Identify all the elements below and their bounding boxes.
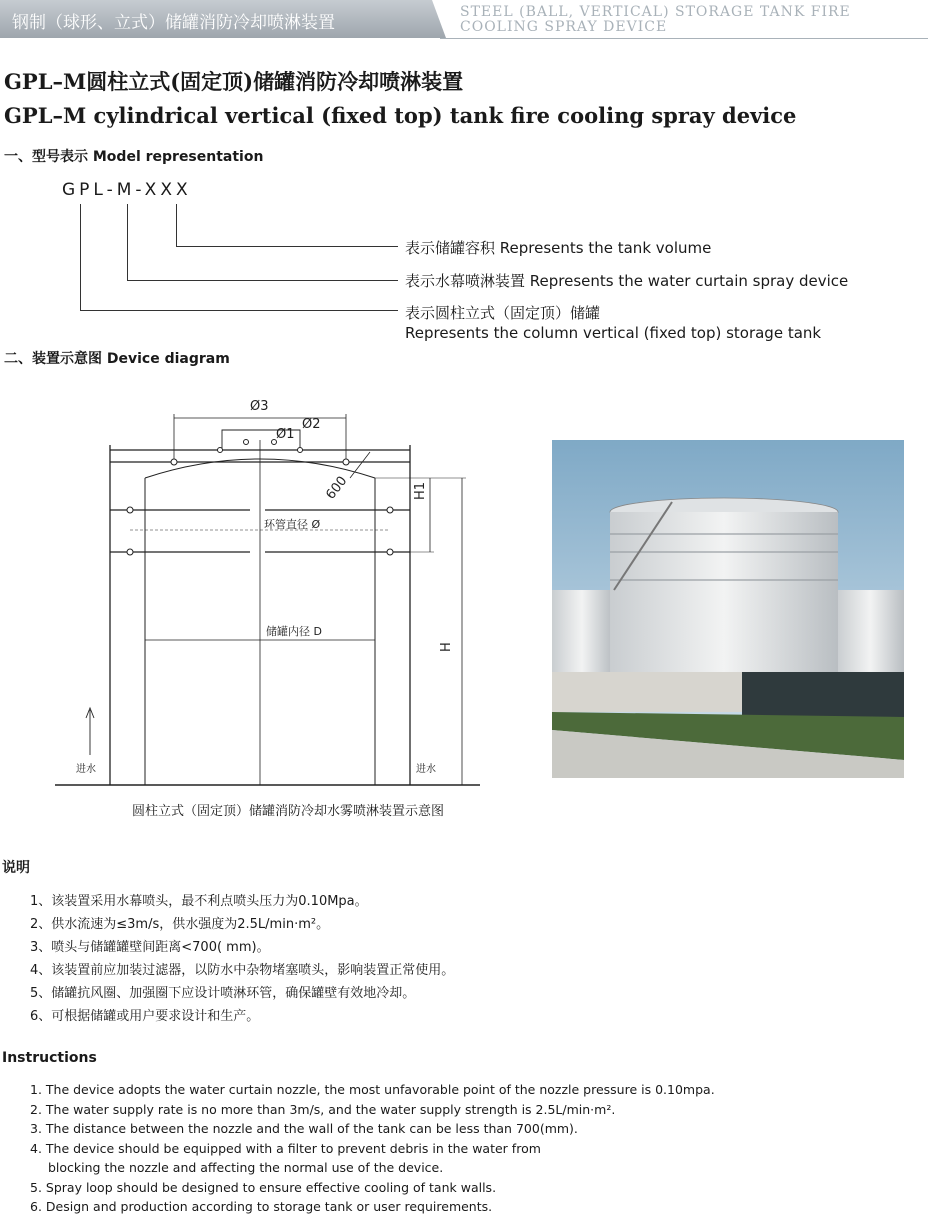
note-item: 2、供水流速为≤3m/s，供水强度为2.5L/min·m²。 — [30, 917, 330, 932]
label-h: H — [439, 642, 454, 652]
instruction-item: 4. The device should be equipped with a filter to prevent debris in the water from — [30, 1141, 541, 1156]
note-item: 5、储罐抗风圈、加强圈下应设计喷淋环管，确保罐壁有效地冷却。 — [30, 986, 416, 1001]
instruction-item: 2. The water supply rate is no more than 3m/s, and the water supply strength is 2.5L/min·m². — [30, 1102, 616, 1117]
label-inlet-right: 进水 — [416, 764, 436, 775]
instruction-item: 3. The distance between the nozzle and the wall of the tank can be less than 700(mm). — [30, 1121, 578, 1136]
header-divider — [440, 38, 928, 39]
right-tank — [837, 590, 904, 680]
diagram-caption: 圆柱立式（固定顶）储罐消防冷却水雾喷淋装置示意图 — [132, 804, 445, 819]
bracket-h-tank — [80, 310, 398, 311]
bracket-v-tank — [80, 204, 81, 310]
header-title-cn: 钢制（球形、立式）储罐消防冷却喷淋装置 — [12, 13, 335, 33]
diagram-section-heading: 二、装置示意图 Device diagram — [4, 351, 230, 367]
label-d1: Ø1 — [276, 427, 295, 442]
legend-tank-cn: 表示圆柱立式（固定顶）储罐 — [405, 304, 601, 322]
notes-heading: 说明 — [2, 860, 30, 876]
note-item: 4、该装置前应加装过滤器，以防水中杂物堵塞喷头，影响装置正常使用。 — [30, 963, 455, 978]
header-title-en-line1: STEEL (BALL, VERTICAL) STORAGE TANK FIRE — [460, 4, 851, 20]
label-inlet-left: 进水 — [76, 764, 96, 775]
nozzle — [387, 507, 393, 513]
device-diagram — [50, 390, 490, 795]
nozzle — [127, 549, 133, 555]
label-d2: Ø2 — [302, 417, 321, 432]
instruction-item: 1. The device adopts the water curtain nozzle, the most unfavorable point of the nozzle pressure is 0.10mpa. — [30, 1082, 715, 1097]
label-ring-diameter: 环管直径 Ø — [264, 518, 321, 531]
dark-wall — [742, 672, 904, 717]
bracket-v-volume — [176, 204, 177, 246]
bracket-h-spray — [127, 280, 398, 281]
left-tank — [552, 590, 612, 680]
nozzle — [127, 507, 133, 513]
legend-volume: 表示储罐容积 Represents the tank volume — [405, 239, 712, 257]
model-section-heading: 一、型号表示 Model representation — [4, 149, 264, 165]
retaining-wall — [552, 672, 742, 712]
nozzle — [171, 459, 177, 465]
instructions-heading: Instructions — [2, 1050, 97, 1066]
label-inner-diameter: 储罐内径 D — [266, 625, 322, 638]
instruction-item: 5. Spray loop should be designed to ensure effective cooling of tank walls. — [30, 1180, 497, 1195]
note-item: 3、喷头与储罐罐壁间距离<700( mm)。 — [30, 940, 270, 955]
dim-600-line — [350, 452, 370, 478]
label-d3: Ø3 — [250, 399, 269, 414]
label-600: 600 — [323, 473, 351, 503]
nozzle — [343, 459, 349, 465]
product-title-cn: GPL–M圆柱立式(固定顶)储罐消防冷却喷淋装置 — [4, 69, 464, 94]
nozzle — [244, 440, 249, 445]
instruction-item: 6. Design and production according to storage tank or user requirements. — [30, 1199, 493, 1214]
note-item: 6、可根据储罐或用户要求设计和生产。 — [30, 1009, 260, 1024]
nozzle — [298, 448, 303, 453]
header-title-en-line2: COOLING SPRAY DEVICE — [460, 19, 668, 35]
note-item: 1、该装置采用水幕喷头，最不利点喷头压力为0.10Mpa。 — [30, 894, 368, 909]
nozzle — [387, 549, 393, 555]
bracket-h-volume — [176, 246, 398, 247]
product-title-en: GPL–M cylindrical vertical (fixed top) tank fire cooling spray device — [4, 103, 797, 128]
model-code: GPL-M-XXX — [62, 180, 192, 200]
bracket-v-spray — [127, 204, 128, 280]
label-h1: H1 — [413, 481, 428, 500]
nozzle — [218, 448, 223, 453]
legend-tank-en: Represents the column vertical (fixed top) storage tank — [405, 324, 822, 342]
tank-photo — [552, 440, 904, 778]
instruction-item-continued: blocking the nozzle and affecting the normal use of the device. — [48, 1160, 444, 1175]
main-tank — [610, 512, 838, 682]
legend-spray-device: 表示水幕喷淋装置 Represents the water curtain spray device — [405, 272, 849, 290]
